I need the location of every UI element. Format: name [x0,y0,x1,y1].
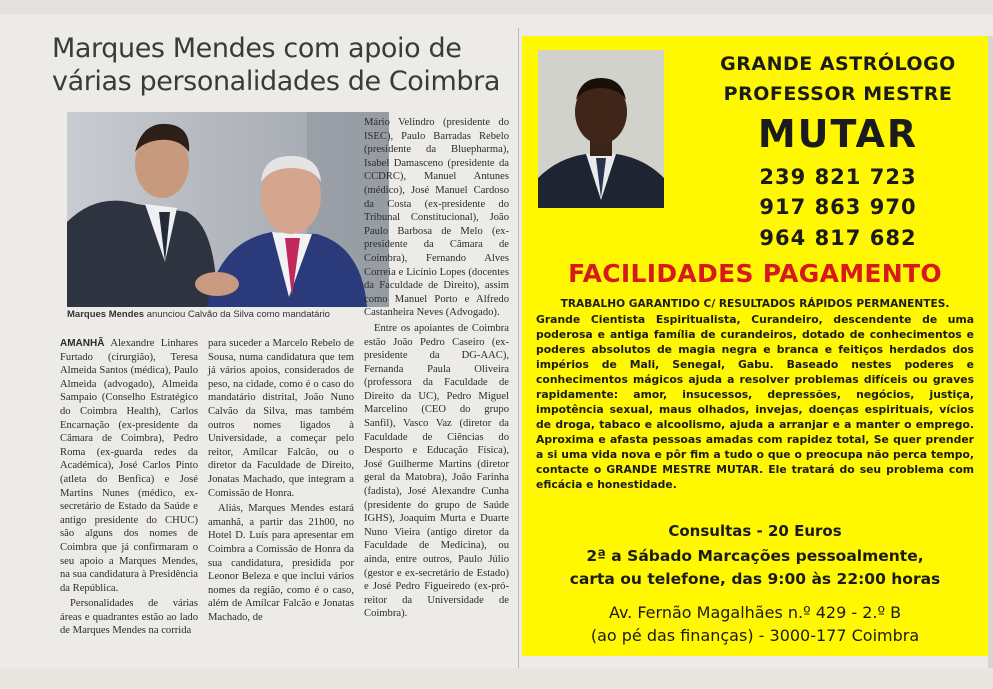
article-column-1 [60,337,198,638]
portrait-image [538,50,664,208]
column-1-paragraph-1-text: Alexandre Linhares Furtado (cirurgião), Teresa Almeida Santos (médica), Paulo Almeida (advogado), Almeida Sampaio (Conselho Estratégico do Coimbra Health), Carlos Encarnação (ex-presidente da Câmara de Coimbra), Pedro Roma (ex-guarda redes da Académica), José Carlos Pinto (atleta do Benfica) e José Martins Nunes (médico, ex-secretário de Estado da Saúde e antigo presidente do CHUC) são alguns dos nomes de Coimbra que já confirmaram o seu apoio a Marques Mendes, na sua candidatura à Presidência da República. [60,338,198,594]
address-line-1: Av. Fernão Magalhães n.º 429 - 2.º B [608,603,902,622]
previous-page-strip [0,0,993,14]
payment-facilities: FACILIDADES PAGAMENTO [568,259,942,288]
phone-number-3: 964 817 682 [759,226,917,250]
ad-title-line-2: PROFESSOR MESTRE [723,83,953,105]
ad-body-text: Grande Cientista Espiritualista, Curandeiro, descendente de uma poderosa e antiga família de curandeiros, dotado de conhecimentos e poderes absolutos de magia negra e branca e feitiços herdados dos impérios de Mali, Senegal, Gabu. Baseado nestes poderes e conhecimentos mágicos ajuda a resolver problemas difíceis ou graves rapidamente: amor, insucessos, depressões, negócios, justiça, impotência sexual, maus olhados, invejas, doenças espirituais, vícios de droga, tabaco e alcoolismo, ajuda a arranjar e a manter o emprego. Aproxima e afasta pessoas amadas com rapidez total, Se quer prender a si uma vida nova e pôr fim a tudo o que o preocupa não perca tempo, contacte o GRANDE MESTRE MUTAR. Ele tratará do seu problema com eficácia e honestidade. [536,313,974,491]
page-edge [988,36,993,689]
column-3-paragraph-2: Entre os apoiantes de Coimbra estão João Pedro Caseiro (ex-presidente da DG-AAC), Fernanda Paula Oliveira (professora da Faculdade de Direito da UC), Pedro Miguel Marcelino (CEO do grupo Sanfil), Vasco Vaz (diretor da Faculdade de Ciências do Desporto e Educação Física), José Guilherme Martins (diretor geral da Matobra), João Farinha (fadista), José Alexandre Cunha (presidente do grupo de Saúde IGHS), Joaquim Murta e Duarte Nuno Vieira (antigo diretor da Faculdade de Medicina), ou ainda, entre outros, Paulo Júlio (gestor e ex-secretário de Estado) e José Pedro Figueiredo (ex-pró-reitor da Universidade de Coimbra). [364,322,509,620]
lead-word: AMANHÃ [60,338,105,349]
caption-bold-name: Marques Mendes [67,309,145,320]
column-1-paragraph-2: Personalidades de várias áreas e quadrantes estão ao lado de Marques Mendes na corrida [60,598,198,637]
guarantee-line: TRABALHO GARANTIDO C/ RESULTADOS RÁPIDOS PERMANENTES. [560,298,950,310]
article-column-2 [208,337,354,624]
page-bottom-margin [0,668,993,689]
consultation-price: Consultas - 20 Euros [668,522,842,540]
schedule-line-1: 2ª a Sábado Marcações pessoalmente, [586,547,924,565]
ad-name: MUTAR [757,112,919,156]
article-photo [67,112,389,307]
column-divider [518,28,519,668]
caption-text: anunciou Calvão da Silva como mandatário [144,309,330,320]
column-3-paragraph-1: Mário Velindro (presidente do ISEC), Paulo Barradas Rebelo (presidente da Bluepharma), Isabel Damasceno (presidente da CCDRC), Manuel Antunes (médico), José Manuel Cardoso da Costa (ex-presidente do Tribunal Constitucional), João Paulo Barbosa de Melo (ex-presidente da Câmara de Coimbra), Fernando Alves Correia e Licínio Lopes (docentes da Faculdade de Direito), assim como Manuel Porto e Alfredo Castanheira Neves (Advogado). [364,117,509,319]
schedule-line-2: carta ou telefone, das 9:00 às 22:00 horas [569,570,941,588]
handshake-photo-image [67,112,389,307]
photo-caption [67,309,397,320]
headline-line-1: Marques Mendes com apoio de [52,33,462,64]
column-2-paragraph-1: para suceder a Marcelo Rebelo de Sousa, numa candidatura que tem já vários apoios, considerados de peso, na cidade, como é o caso do mandatário distrital, João Nuno Calvão da Silva, mas também outros nomes ligados à Universidade, a começar pelo reitor, Amílcar Falcão, ou o diretor da Faculdade de Direito, Jonatas Machado, que integram a Comissão de Honra. [208,338,354,499]
article-column-3 [364,116,509,621]
headline-line-2: várias personalidades de Coimbra [52,66,500,97]
article-headline [52,32,522,98]
phone-number-2: 917 863 970 [759,195,917,219]
phone-number-1: 239 821 723 [759,165,917,189]
ad-title-line-1: GRANDE ASTRÓLOGO [720,53,956,75]
astrologer-photo [538,50,664,208]
column-1-paragraph-1 [60,337,198,595]
astrologer-advertisement [522,36,988,656]
address-line-2: (ao pé das finanças) - 3000-177 Coimbra [590,626,920,645]
column-2-paragraph-2: Aliás, Marques Mendes estará amanhã, a partir das 21h00, no Hotel D. Luís para apresentar em Coimbra a Comissão de Honra da sua candidatura, presidida por Leonor Beleza e que inclui vários nomes da região, como é o caso, além de Amílcar Falcão e Jonatas Machado, de [208,503,354,623]
